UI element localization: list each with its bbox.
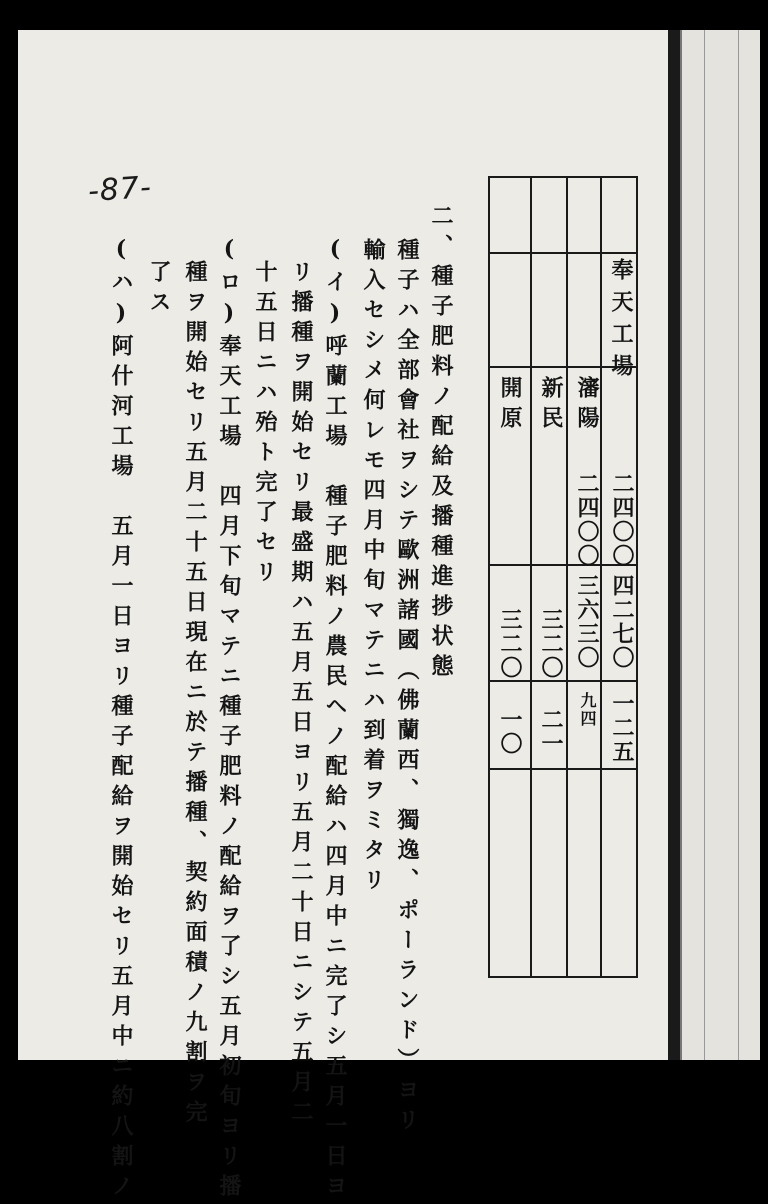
table-row-label: 瀋陽 xyxy=(574,376,600,436)
table-cell: 三二〇 xyxy=(497,608,523,680)
text-column: (ロ)奉天工場 四月下旬マテニ種子肥料ノ配給ヲ了シ五月初旬ヨリ播 xyxy=(216,236,242,1204)
text-column: 種ヲ開始セリ五月二十五日現在ニ於テ播種、契約面積ノ九割ヲ完 xyxy=(182,260,208,1130)
table-header: 奉天工場 xyxy=(608,258,634,386)
table-row-label: 開原 xyxy=(497,376,523,436)
table-cell: 二一 xyxy=(538,708,564,756)
adjacent-page-edge xyxy=(680,30,760,1060)
table-grid-line xyxy=(490,680,636,682)
table-grid-line xyxy=(490,252,636,254)
section-heading: 二、種子肥料ノ配給及播種進捗状態 xyxy=(428,204,454,684)
table-cell: 九四 xyxy=(578,692,597,728)
text-column: リ播種ヲ開始セリ最盛期ハ五月五日ヨリ五月二十日ニシテ五月二 xyxy=(288,260,314,1130)
table-row-label: 新民 xyxy=(538,376,564,436)
text-column: 種子ハ全部會社ヲシテ歐洲諸國（佛蘭西、獨逸、ポーランド）ヨリ xyxy=(394,238,420,1138)
text-column: (イ)呼蘭工場 種子肥料ノ農民ヘノ配給ハ四月中ニ完了シ五月一日ヨ xyxy=(322,236,348,1204)
text-column: (ハ)阿什河工場 五月一日ヨリ種子配給ヲ開始セリ五月中ニ約八割ノ xyxy=(108,236,134,1204)
table-cell: 二四〇〇 xyxy=(574,472,600,568)
page-edge-line xyxy=(738,30,739,1060)
page-number: -87- xyxy=(86,169,153,210)
table-grid-line xyxy=(530,178,532,976)
text-column: 了ス xyxy=(146,260,172,320)
table-cell: 一〇 xyxy=(497,708,523,756)
table-cell: 三二〇 xyxy=(538,608,564,680)
table-cell: 四二七〇 xyxy=(609,574,635,670)
factory-table xyxy=(488,176,638,978)
book-gutter xyxy=(668,30,680,1060)
page-edge-line xyxy=(704,30,705,1060)
table-cell: 三六三〇 xyxy=(574,574,600,670)
text-column: 輸入セシメ何レモ四月中旬マテニハ到着ヲミタリ xyxy=(360,238,386,898)
table-grid-line xyxy=(566,178,568,976)
table-cell: 一二五 xyxy=(609,692,635,764)
table-grid-line xyxy=(490,768,636,770)
table-grid-line xyxy=(600,178,602,976)
table-cell: 二四〇〇 xyxy=(609,472,635,568)
text-column: 十五日ニハ殆ト完了セリ xyxy=(252,260,278,590)
